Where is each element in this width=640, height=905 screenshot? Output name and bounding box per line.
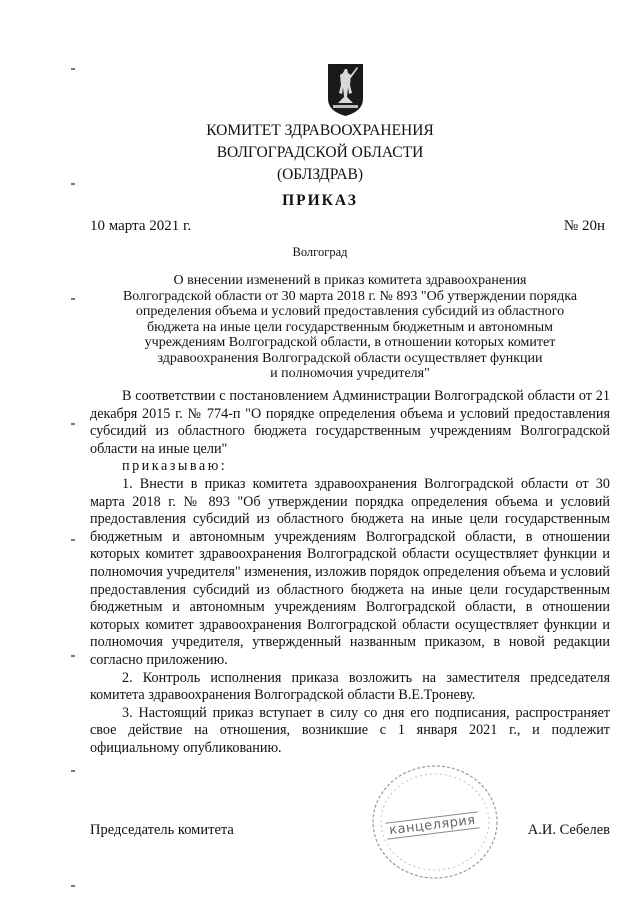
margin-mark [71,183,75,185]
margin-mark [71,770,75,772]
coat-of-arms-emblem [327,63,364,117]
margin-mark [71,298,75,300]
organization-name-line2: ВОЛГОГРАДСКОЙ ОБЛАСТИ [216,144,424,161]
organization-name-line1: КОМИТЕТ ЗДРАВООХРАНЕНИЯ [206,122,434,139]
subject-line: здравоохранения Волгоградской области осуществляет функции [157,350,543,366]
organization-abbreviation: (ОБЛЗДРАВ) [276,166,364,183]
order-item-1: 1. Внести в приказ комитета здравоохранения Волгоградской области от 30 марта 2018 г. № 893 "Об утверждении порядка определения объема и условий предоставления субсидий из областного бюджета на иные цели государственным бюджетным и автономным учреждениям Волгоградской области, в отношении которых комитет здравоохранения Волгоградской области осуществляет функции и полномочия учредителя" изменения, изложив порядок определения объема и условий предоставления субсидий из областного бюджета на иные цели государственным бюджетным и автономным учреждениям Волгоградской области, в отношении которых комитет здравоохранения Волгоградской области осуществляет функции и полномочия учредителя, утвержденный названным приказом, в новой редакции согласно приложению. [90,475,610,668]
document-number: № 20н [563,218,605,234]
margin-mark [71,423,75,425]
subject-line: учреждениям Волгоградской области, в отношении которых комитет [144,335,556,350]
document-body [90,388,610,757]
document-type-title: ПРИКАЗ [282,192,358,209]
signature-name: А.И. Себелев [527,822,610,838]
document-date: 10 марта 2021 г. [90,218,192,234]
preamble-paragraph: В соответствии с постановлением Администрации Волгоградской области от 21 декабря 2015 г. № 774-п "О порядке определения объема и условий предоставления субсидий из областного бюджета государственным учреждениям Волгоградской области на иные цели" [90,388,610,457]
order-item-3: 3. Настоящий приказ вступает в силу со дня его подписания, распространяет свое действие на отношения, возникшие с 1 января 2021 г., и подлежит официальному опубликованию. [90,704,610,756]
stamp-label: канцелярия [385,811,479,839]
organization-header [0,120,640,186]
document-city: Волгоград [292,245,348,259]
signature-position: Председатель комитета [90,822,234,838]
subject-line: определения объема и условий предоставления субсидий из областного [135,304,565,319]
subject-line: О внесении изменений в приказ комитета здравоохранения [173,273,527,288]
order-word: приказываю: [122,458,228,475]
subject-line: Волгоградской области от 30 марта 2018 г. № 893 "Об утверждении порядка [122,288,578,304]
document-subject [90,273,610,382]
subject-line: бюджета на иные цели государственным бюджетным и автономным [146,319,554,335]
order-item-2: 2. Контроль исполнения приказа возложить на заместителя председателя комитета здравоохранения Волгоградской области В.Е.Троневу. [90,669,610,704]
subject-line: и полномочия учредителя" [270,366,430,381]
margin-mark [71,885,75,887]
margin-mark [71,655,75,657]
margin-mark [71,68,75,70]
margin-mark [71,539,75,541]
